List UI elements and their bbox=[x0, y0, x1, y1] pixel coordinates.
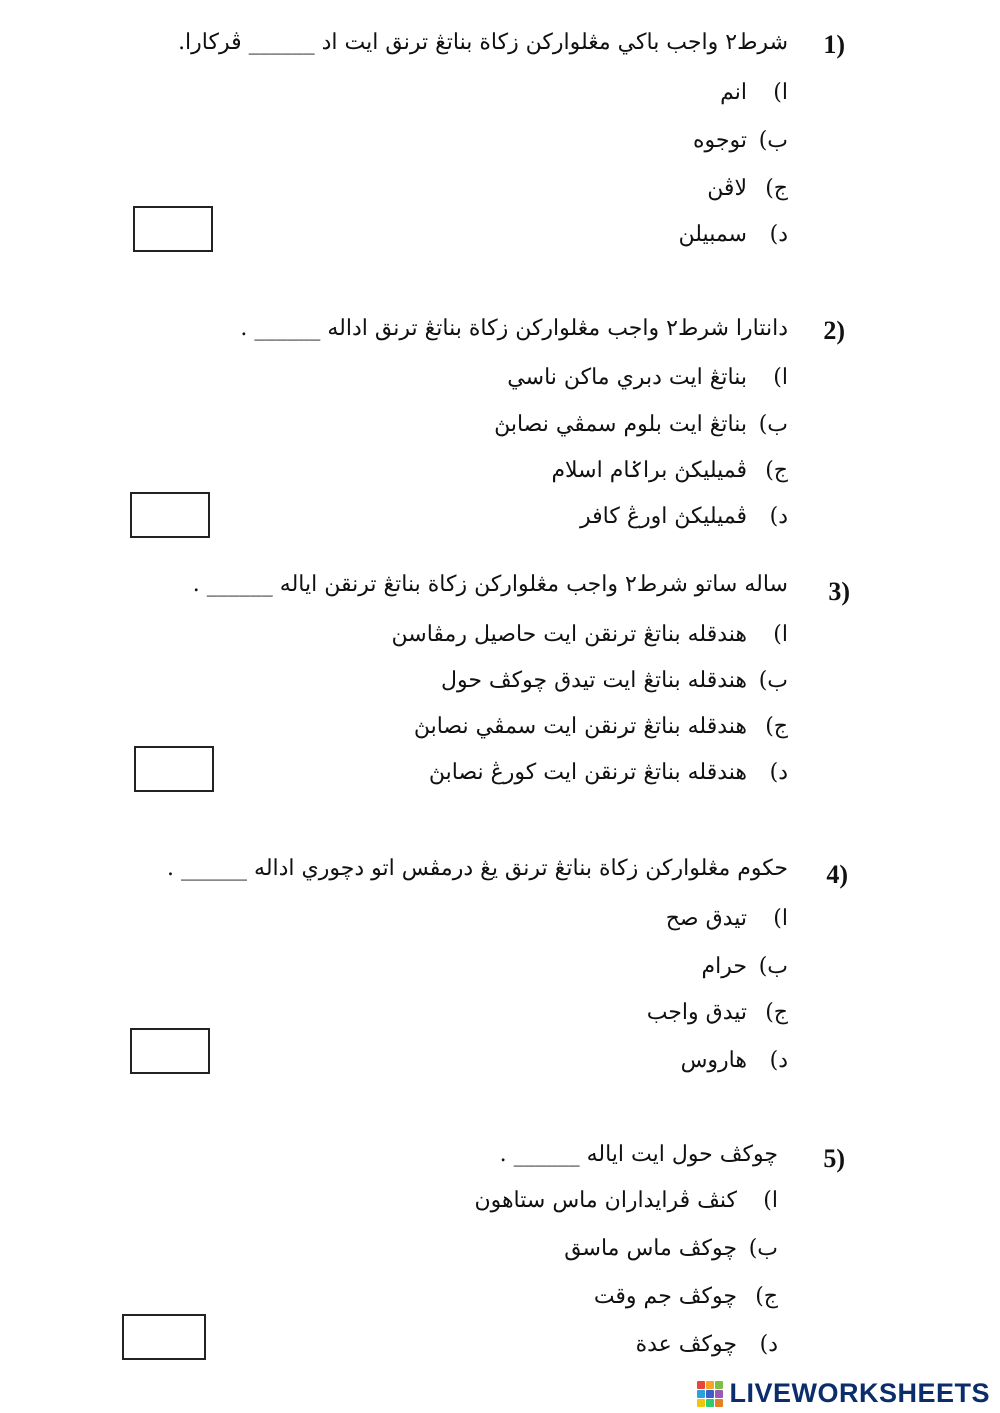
option-label: ا) bbox=[773, 365, 788, 390]
option-text: حرام bbox=[701, 954, 747, 979]
option-text: هندقله بناتڠ ايت تيدق چوكڤ حول bbox=[440, 668, 747, 693]
question-3-option-b bbox=[441, 668, 788, 693]
option-label: ب) bbox=[758, 128, 788, 153]
question-4-option-c bbox=[647, 1000, 788, 1025]
option-label: ب) bbox=[758, 412, 788, 437]
liveworksheets-logo-icon bbox=[697, 1381, 723, 1407]
question-4-stem: حكوم مڠلواركن زكاة بناتڠ ترنق يڠ درمڤس اتو دچوري اداله ______ . bbox=[167, 856, 788, 881]
option-label: د) bbox=[769, 222, 788, 247]
question-5-number: 5) bbox=[823, 1144, 845, 1173]
logo-square bbox=[706, 1390, 714, 1398]
question-5-option-c bbox=[594, 1284, 778, 1309]
option-label: ا) bbox=[773, 80, 788, 105]
logo-square bbox=[715, 1399, 723, 1407]
option-text: بناتڠ ايت دبري ماكن ناسي bbox=[507, 365, 747, 390]
question-5-answer-box[interactable] bbox=[122, 1314, 206, 1360]
option-label: ب) bbox=[748, 1236, 778, 1261]
question-2-option-d bbox=[580, 504, 788, 529]
option-text: لاڤن bbox=[707, 176, 747, 201]
option-text: ڤميليكڽ اورڠ كافر bbox=[580, 504, 747, 529]
option-text: چوكڤ عدة bbox=[635, 1332, 737, 1357]
option-text: انم bbox=[720, 80, 747, 105]
option-label: ا) bbox=[773, 906, 788, 931]
option-label: ج) bbox=[765, 714, 788, 739]
question-2-option-c bbox=[551, 458, 788, 483]
question-5-option-d bbox=[636, 1332, 778, 1357]
question-2-number: 2) bbox=[823, 316, 845, 345]
option-text: تيدق صح bbox=[665, 906, 747, 931]
question-1-answer-box[interactable] bbox=[133, 206, 213, 252]
option-label: ب) bbox=[758, 954, 788, 979]
option-label: ج) bbox=[765, 1000, 788, 1025]
logo-square bbox=[715, 1390, 723, 1398]
question-2-answer-box[interactable] bbox=[130, 492, 210, 538]
option-text: سمبيلن bbox=[678, 222, 747, 247]
option-text: هندقله بناتڠ ترنقن ايت حاصيل رمڤاسن bbox=[391, 622, 747, 647]
question-5-option-b bbox=[564, 1236, 778, 1261]
question-4-option-d bbox=[681, 1048, 788, 1073]
question-3-answer-box[interactable] bbox=[134, 746, 214, 792]
question-3-stem: ساله ساتو شرط٢ واجب مڠلواركن زكاة بناتڠ ترنقن اياله ______ . bbox=[192, 572, 788, 597]
option-label: د) bbox=[769, 504, 788, 529]
logo-square bbox=[697, 1381, 705, 1389]
question-5-stem: چوكڤ حول ايت اياله ______ . bbox=[499, 1142, 778, 1167]
question-1-option-a bbox=[720, 80, 788, 105]
option-text: توجوه bbox=[693, 128, 747, 153]
option-text: هاروس bbox=[680, 1048, 747, 1073]
question-3-option-a bbox=[392, 622, 788, 647]
question-2-option-b bbox=[494, 412, 788, 437]
question-2-option-a bbox=[507, 365, 788, 390]
question-3-option-c bbox=[414, 714, 788, 739]
option-label: ج) bbox=[765, 458, 788, 483]
question-3-option-d bbox=[429, 760, 788, 785]
question-5-option-a bbox=[474, 1188, 778, 1213]
logo-square bbox=[715, 1381, 723, 1389]
question-1-option-b bbox=[693, 128, 788, 153]
option-text: تيدق واجب bbox=[646, 1000, 747, 1025]
question-2-stem: دانتارا شرط٢ واجب مڠلواركن زكاة بناتڠ ترنق اداله ______ . bbox=[240, 316, 788, 341]
logo-square bbox=[697, 1399, 705, 1407]
option-text: چوكڤ ماس ماسق bbox=[564, 1236, 737, 1261]
option-label: د) bbox=[759, 1332, 778, 1357]
option-label: د) bbox=[769, 1048, 788, 1073]
option-text: بناتڠ ايت بلوم سمڤي نصابڽ bbox=[494, 412, 747, 437]
question-1-option-d bbox=[679, 222, 788, 247]
question-4-answer-box[interactable] bbox=[130, 1028, 210, 1074]
question-1-stem: شرط٢ واجب باكي مڠلواركن زكاة بناتڠ ترنق ايت اد ______ ڤركارا. bbox=[178, 30, 788, 55]
option-text: چوكڤ جم وقت bbox=[593, 1284, 737, 1309]
brand-name: LIVEWORKSHEETS bbox=[729, 1378, 990, 1408]
liveworksheets-footer bbox=[697, 1378, 990, 1409]
logo-square bbox=[697, 1390, 705, 1398]
option-label: د) bbox=[769, 760, 788, 785]
question-3-number: 3) bbox=[828, 577, 850, 606]
question-1-number: 1) bbox=[823, 30, 845, 59]
question-4-option-b bbox=[702, 954, 788, 979]
option-label: ا) bbox=[763, 1188, 778, 1213]
question-4-option-a bbox=[666, 906, 788, 931]
option-label: ج) bbox=[765, 176, 788, 201]
option-text: هندقله بناتڠ ترنقن ايت سمڤي نصابڽ bbox=[413, 714, 747, 739]
option-text: كنڤ ڤرايداران ماس ستاهون bbox=[474, 1188, 737, 1213]
option-label: ج) bbox=[755, 1284, 778, 1309]
option-label: ب) bbox=[758, 668, 788, 693]
logo-square bbox=[706, 1381, 714, 1389]
option-text: هندقله بناتڠ ترنقن ايت كورڠ نصابڽ bbox=[428, 760, 747, 785]
option-text: ڤميليكڽ براݢام اسلام bbox=[551, 458, 747, 483]
question-4-number: 4) bbox=[826, 860, 848, 889]
logo-square bbox=[706, 1399, 714, 1407]
question-1-option-c bbox=[707, 176, 788, 201]
option-label: ا) bbox=[773, 622, 788, 647]
